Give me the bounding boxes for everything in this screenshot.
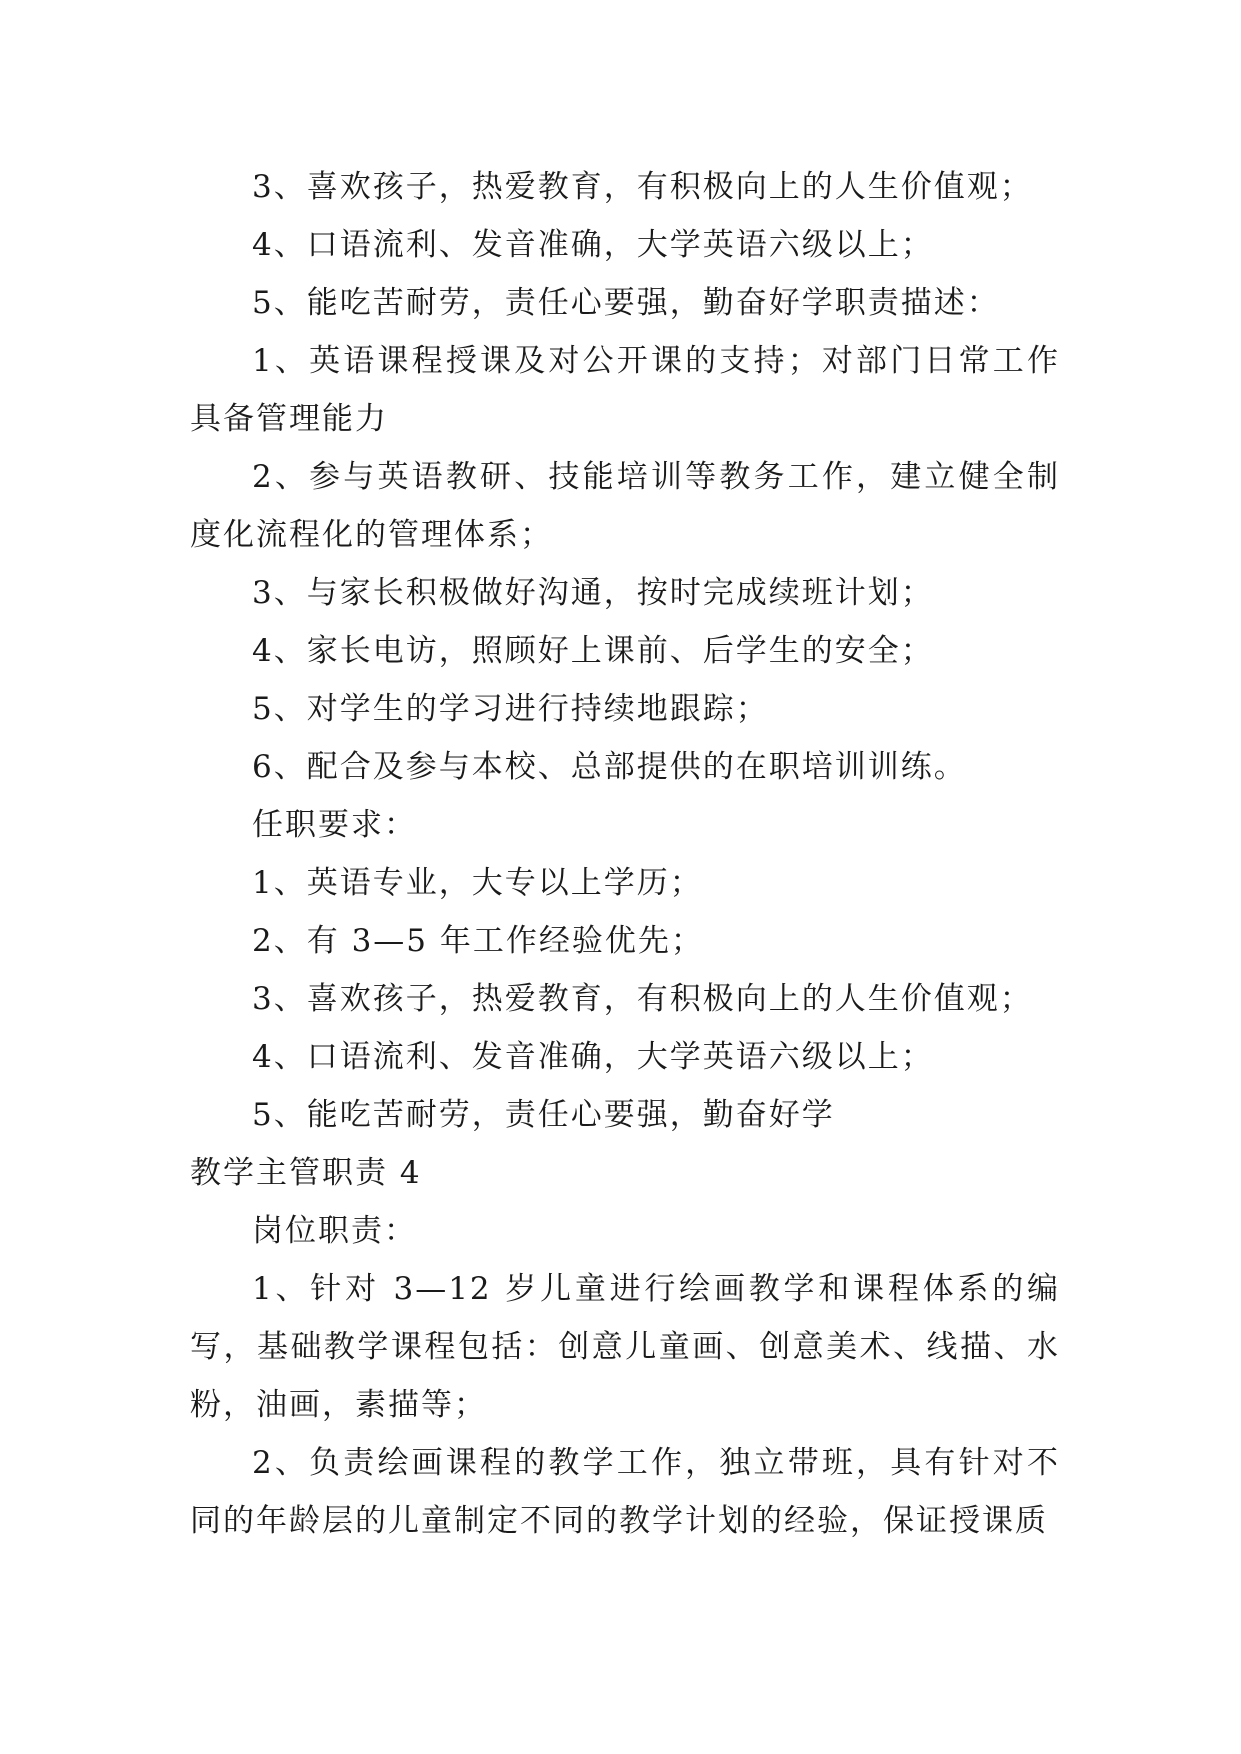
document-body — [190, 158, 1060, 1550]
paragraph: 4、口语流利、发音准确，大学英语六级以上； — [252, 227, 934, 263]
paragraph: 4、家长电访，照顾好上课前、后学生的安全； — [252, 633, 934, 669]
section-heading: 教学主管职责 4 — [190, 1155, 422, 1191]
paragraph: 5、对学生的学习进行持续地跟踪； — [252, 691, 769, 727]
paragraph: 2、负责绘画课程的教学工作，独立带班，具有针对不同的年龄层的儿童制定不同的教学计划的经验，保证授课质 — [190, 1445, 1060, 1539]
paragraph: 3、喜欢孩子，热爱教育，有积极向上的人生价值观； — [252, 169, 1033, 205]
paragraph: 3、喜欢孩子，热爱教育，有积极向上的人生价值观； — [252, 981, 1033, 1017]
paragraph: 3、与家长积极做好沟通，按时完成续班计划； — [252, 575, 934, 611]
paragraph: 1、针对 3—12 岁儿童进行绘画教学和课程体系的编写，基础教学课程包括：创意儿童画、创意美术、线描、水粉，油画，素描等； — [190, 1271, 1060, 1423]
paragraph: 1、英语专业，大专以上学历； — [252, 865, 703, 901]
paragraph: 1、英语课程授课及对公开课的支持；对部门日常工作具备管理能力 — [190, 343, 1060, 437]
paragraph: 岗位职责： — [252, 1213, 417, 1249]
paragraph: 2、有 3—5 年工作经验优先； — [252, 923, 704, 959]
paragraph: 任职要求： — [252, 807, 417, 843]
paragraph: 6、配合及参与本校、总部提供的在职培训训练。 — [252, 749, 967, 785]
paragraph: 5、能吃苦耐劳，责任心要强，勤奋好学职责描述： — [252, 285, 1000, 321]
paragraph: 4、口语流利、发音准确，大学英语六级以上； — [252, 1039, 934, 1075]
paragraph: 5、能吃苦耐劳，责任心要强，勤奋好学 — [252, 1097, 835, 1133]
paragraph: 2、参与英语教研、技能培训等教务工作，建立健全制度化流程化的管理体系； — [190, 459, 1060, 553]
